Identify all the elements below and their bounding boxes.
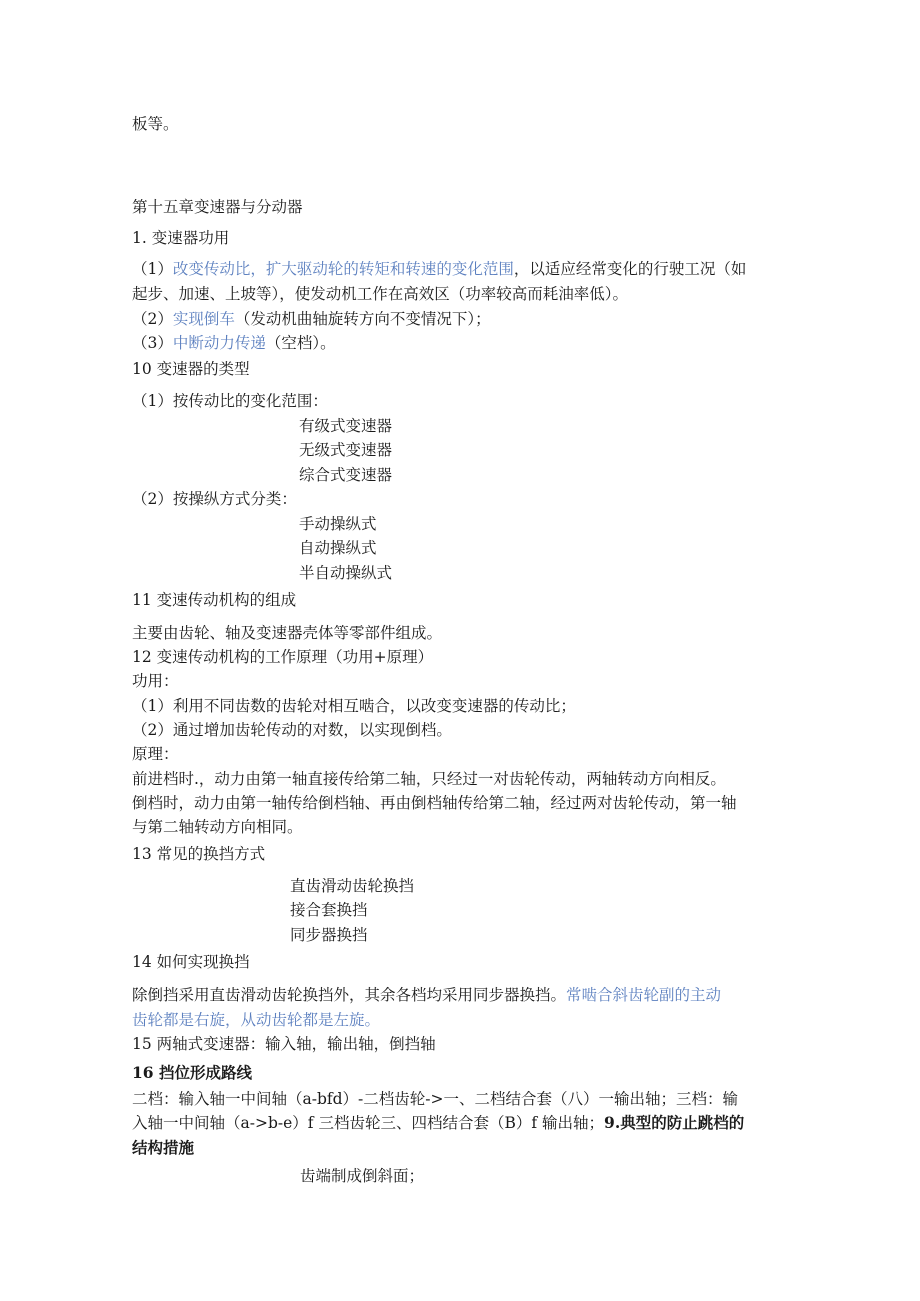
gear-route-line: 二档：输入轴一中间轴（a-bfd）-二档齿轮->一、二档结合套（八）一输出轴；三档：输 <box>132 1090 739 1108</box>
body-text: 除倒挡采用直齿滑动齿轮换挡外，其余各档均采用同步器换挡。 <box>132 986 567 1004</box>
principle-line: 前进档时.，动力由第一轴直接传给第二轴，只经过一对齿轮传动，两轴转动方向相反。 <box>132 770 726 788</box>
function-item-1 <box>132 259 746 279</box>
section-11-heading: 11 变速传动机构的组成 <box>132 591 297 609</box>
section-10-heading: 10 变速器的类型 <box>132 360 250 378</box>
type-item: 无级式变速器 <box>299 441 393 459</box>
item-prefix: （3） <box>132 334 173 352</box>
highlighted-text: 改变传动比，扩大驱动轮的转矩和转速的变化范围 <box>172 260 514 278</box>
item-text: （发动机曲轴旋转方向不变情况下）； <box>234 310 491 328</box>
type-item: 自动操纵式 <box>299 539 377 557</box>
item-prefix: （2） <box>132 310 173 328</box>
page-fragment-text: 板等。 <box>132 115 179 133</box>
principle-line: 倒档时，动力由第一轴传给倒档轴、再由倒档轴传给第二轴，经过两对齿轮传动，第一轴 <box>132 794 737 812</box>
function-line: （2）通过增加齿轮传动的对数，以实现倒档。 <box>132 721 452 739</box>
item-prefix: （1） <box>132 260 173 278</box>
gear-route-line <box>132 1113 744 1133</box>
highlighted-text: 实现倒车 <box>172 310 235 328</box>
type-item: 半自动操纵式 <box>299 564 393 582</box>
shift-method-item: 同步器换挡 <box>290 926 368 944</box>
section-1-heading: 1. 变速器功用 <box>132 229 230 247</box>
anti-jump-measure: 齿端制成倒斜面； <box>300 1167 425 1185</box>
type-item: 综合式变速器 <box>299 466 393 484</box>
route-text: 入轴一中间轴（a->b-e）f 三档齿轮三、四档结合套（B）f 输出轴； <box>132 1114 605 1132</box>
shift-method-item: 接合套换挡 <box>290 901 368 919</box>
highlighted-text: 常啮合斜齿轮副的主动 <box>566 986 722 1004</box>
shift-method-item: 直齿滑动齿轮换挡 <box>290 877 415 895</box>
function-line: （1）利用不同齿数的齿轮对相互啮合，以改变变速器的传动比； <box>132 697 576 715</box>
principle-label: 原理： <box>132 745 179 763</box>
item-text: ，以适应经常变化的行驶工况（如 <box>513 260 747 278</box>
section-12-heading: 12 变速传动机构的工作原理（功用+原理） <box>132 648 434 666</box>
chapter-title: 第十五章变速器与分动器 <box>132 198 303 216</box>
section-15-heading: 15 两轴式变速器：输入轴，输出轴，倒挡轴 <box>132 1035 436 1053</box>
subheading-text: 9.典型的防止跳档的 <box>604 1113 745 1132</box>
subheading-continued: 结构措施 <box>132 1138 195 1157</box>
section-14-heading: 14 如何实现换挡 <box>132 953 250 971</box>
principle-line: 与第二轴转动方向相同。 <box>132 818 303 836</box>
section-14-body-continued: 齿轮都是右旋，从动齿轮都是左旋。 <box>132 1011 381 1029</box>
highlighted-text: 中断动力传递 <box>172 334 266 352</box>
function-item-3 <box>132 333 336 353</box>
section-14-body <box>132 985 721 1005</box>
type-group-1-label: （1）按传动比的变化范围： <box>132 392 328 410</box>
function-item-1-continued: 起步、加速、上坡等），使发动机工作在高效区（功率较高而耗油率低）。 <box>132 285 629 303</box>
type-item: 有级式变速器 <box>299 417 393 435</box>
section-13-heading: 13 常见的换挡方式 <box>132 845 266 863</box>
section-11-body: 主要由齿轮、轴及变速器壳体等零部件组成。 <box>132 624 443 642</box>
type-group-2-label: （2）按操纵方式分类： <box>132 490 297 508</box>
function-item-2 <box>132 309 491 329</box>
item-text: （空档）。 <box>265 334 336 352</box>
section-16-heading: 16 挡位形成路线 <box>132 1063 252 1082</box>
type-item: 手动操纵式 <box>299 515 377 533</box>
function-label: 功用： <box>132 672 179 690</box>
